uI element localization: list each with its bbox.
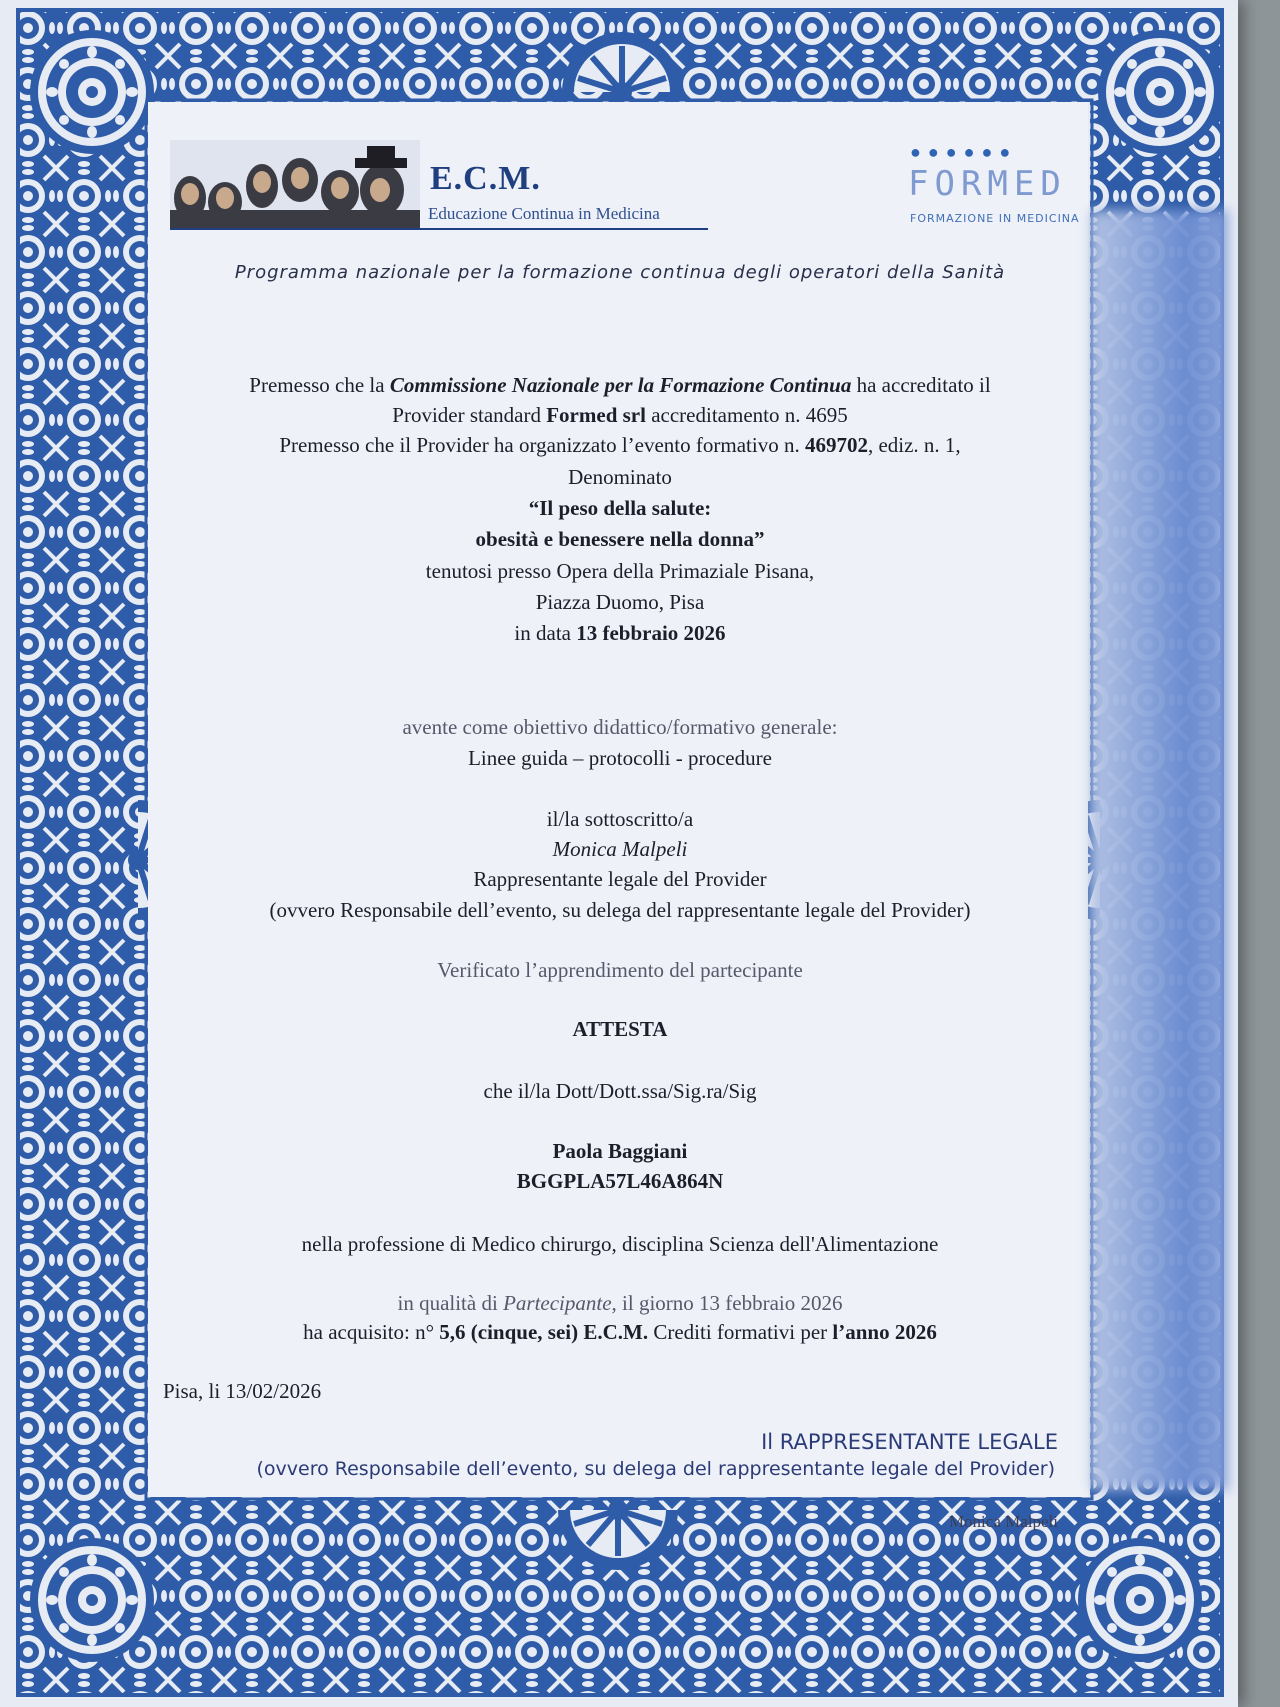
signature-subtitle: (ovvero Responsabile dell’evento, su delega del rappresentante legale del Provider)	[256, 1458, 1055, 1480]
line-undersigned: il/la sottoscritto/a	[546, 807, 694, 831]
undersigned-name: Monica Malpeli	[552, 837, 688, 861]
formed-subtitle: FORMAZIONE IN MEDICINA	[910, 212, 1080, 225]
event-title-line1: “Il peso della salute:	[528, 496, 712, 520]
ecm-underline	[170, 228, 708, 230]
line-address: Piazza Duomo, Pisa	[535, 590, 705, 614]
participant-name: Paola Baggiani	[552, 1139, 688, 1163]
signature-title: Il RAPPRESENTANTE LEGALE	[761, 1430, 1058, 1454]
ecm-portrait-image	[170, 140, 420, 228]
line-venue: tenutosi presso Opera della Primaziale Pisana,	[425, 559, 815, 583]
participant-tax-code: BGGPLA57L46A864N	[516, 1169, 724, 1193]
line-event-number: Premesso che il Provider ha organizzato l’evento formativo n. 469702, ediz. n. 1,	[279, 433, 961, 457]
line-profession: nella professione di Medico chirurgo, disciplina Scienza dell'Alimentazione	[301, 1232, 939, 1256]
line-verified: Verificato l’apprendimento del partecipante	[437, 958, 803, 982]
line-provider: Provider standard Formed srl accreditamento n. 4695	[392, 403, 848, 427]
attesta-heading: ATTESTA	[572, 1017, 668, 1041]
programme-title: Programma nazionale per la formazione continua degli operatori della Sanità	[234, 262, 1006, 283]
place-date: Pisa, li 13/02/2026	[163, 1379, 322, 1403]
formed-logo-text: FORMED	[908, 164, 1067, 204]
line-objective-label: avente come obiettivo didattico/formativo generale:	[402, 715, 838, 739]
formed-dots-icon: ●●●●●●	[910, 142, 1018, 162]
event-title-line2: obesità e benessere nella donna”	[475, 527, 765, 551]
certificate-body-area	[148, 102, 1088, 1497]
signature-name: Monica Malpeli	[948, 1512, 1058, 1531]
line-denominato: Denominato	[568, 465, 672, 489]
blurred-edge	[1090, 210, 1228, 1490]
line-date: in data 13 febbraio 2026	[514, 621, 726, 645]
line-objective: Linee guida – protocolli - procedure	[468, 746, 772, 770]
line-delegate: (ovvero Responsabile dell’evento, su delega del rappresentante legale del Provider)	[269, 898, 971, 922]
line-role-date: in qualità di Partecipante, il giorno 13 febbraio 2026	[397, 1291, 843, 1315]
ecm-subtitle: Educazione Continua in Medicina	[428, 204, 660, 223]
line-credits: ha acquisito: n° 5,6 (cinque, sei) E.C.M. Crediti formativi per l’anno 2026	[303, 1320, 937, 1344]
ecm-title: E.C.M.	[430, 160, 541, 197]
line-commission: Premesso che la Commissione Nazionale per la Formazione Continua ha accreditato il	[249, 373, 991, 397]
line-title-participant: che il/la Dott/Dott.ssa/Sig.ra/Sig	[483, 1079, 757, 1103]
line-legal-rep: Rappresentante legale del Provider	[473, 867, 767, 891]
